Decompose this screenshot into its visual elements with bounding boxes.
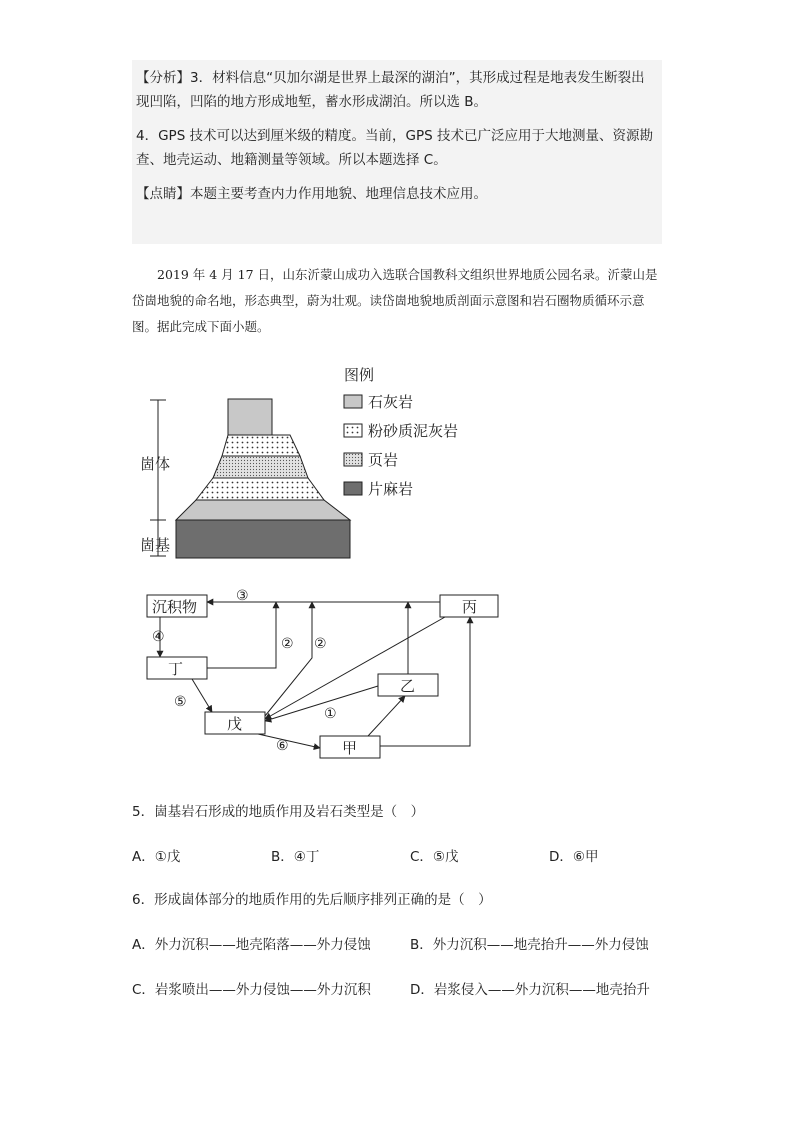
legend-label: 片麻岩 — [368, 480, 414, 498]
legend-item-shale — [344, 451, 398, 469]
box-yi-label: 乙 — [400, 677, 416, 695]
q6-option-a[interactable]: A．外力沉积——地壳陷落——外力侵蚀 — [132, 937, 371, 953]
q6-option-b[interactable]: B．外力沉积——地壳抬升——外力侵蚀 — [410, 937, 649, 953]
label-3: ③ — [236, 588, 249, 604]
legend-label: 粉砂质泥灰岩 — [368, 422, 459, 440]
q5-option-d[interactable]: D．⑥甲 — [549, 849, 599, 865]
legend-item-gneiss — [344, 480, 413, 498]
arrow-2a — [207, 602, 276, 668]
arrow-5 — [192, 679, 212, 712]
legend-item-siltstone — [344, 422, 458, 440]
box-sediment-label: 沉积物 — [152, 598, 198, 616]
intro-paragraph: 2019 年 4 月 17 日，山东沂蒙山成功入选联合国教科文组织世界地质公园名录。沂蒙山是岱崮地貌的命名地，形态典型，蔚为壮观。读岱崮地貌地质剖面示意图和岩石圈物质循环示意图。据此完成下面小题。 — [132, 267, 658, 334]
legend-label: 石灰岩 — [368, 393, 414, 411]
q6-option-c[interactable]: C．岩浆喷出——外力侵蚀——外力沉积 — [132, 982, 371, 998]
layer-shale — [213, 456, 308, 478]
height-scale — [150, 400, 166, 556]
label-1: ① — [324, 706, 337, 722]
legend-title: 图例 — [344, 366, 375, 384]
arrow-6 — [258, 734, 320, 748]
box-wu-label: 戊 — [227, 715, 243, 733]
label-5: ⑤ — [174, 694, 187, 710]
analysis-paragraph-2: 4．GPS 技术可以达到厘米级的精度。当前，GPS 技术已广泛应用于大地测量、资源勘查、地壳运动、地籍测量等领域。所以本题选择 C。 — [136, 128, 654, 168]
q5-option-a[interactable]: A．①戊 — [132, 849, 181, 865]
rock-cycle-diagram — [0, 580, 794, 780]
arrow-bing-wu — [265, 617, 445, 719]
label-4: ④ — [152, 629, 165, 645]
arrow-jia-yi — [368, 696, 405, 736]
layer-siltstone-1 — [222, 435, 300, 456]
analysis-block — [132, 60, 662, 244]
question-5-stem: 5．崮基岩石形成的地质作用及岩石类型是（ ） — [132, 804, 425, 820]
layer-limestone-top — [228, 399, 272, 435]
label-2a: ② — [281, 636, 294, 652]
q5-option-b[interactable]: B．④丁 — [271, 849, 320, 865]
arrow-1 — [265, 686, 378, 721]
analysis-comment: 【点睛】本题主要考查内力作用地貌、地理信息技术应用。 — [136, 186, 487, 202]
box-jia-label: 甲 — [342, 739, 358, 757]
layer-limestone-slope — [176, 500, 350, 520]
layer-gneiss — [176, 520, 350, 558]
analysis-paragraph-1: 【分析】3．材料信息“贝加尔湖是世界上最深的湖泊”，其形成过程是地表发生断裂出现凹陷，凹陷的地方形成地堑，蓄水形成湖泊。所以选 B。 — [136, 70, 645, 110]
label-base: 崮基 — [140, 536, 171, 554]
q6-option-d[interactable]: D．岩浆侵入——外力沉积——地壳抬升 — [410, 982, 650, 998]
layer-siltstone-2 — [196, 478, 324, 500]
q5-option-c[interactable]: C．⑤戊 — [410, 849, 459, 865]
label-body: 崮体 — [140, 455, 171, 473]
profile-figure — [0, 360, 794, 560]
legend-item-limestone — [344, 393, 413, 411]
box-ding-label: 丁 — [168, 660, 184, 678]
legend-label: 页岩 — [368, 451, 399, 469]
label-2b: ② — [314, 636, 327, 652]
question-6-stem: 6．形成崮体部分的地质作用的先后顺序排列正确的是（ ） — [132, 892, 492, 908]
arrow-2b — [265, 602, 312, 716]
box-bing-label: 丙 — [462, 598, 478, 616]
label-6: ⑥ — [276, 738, 289, 754]
